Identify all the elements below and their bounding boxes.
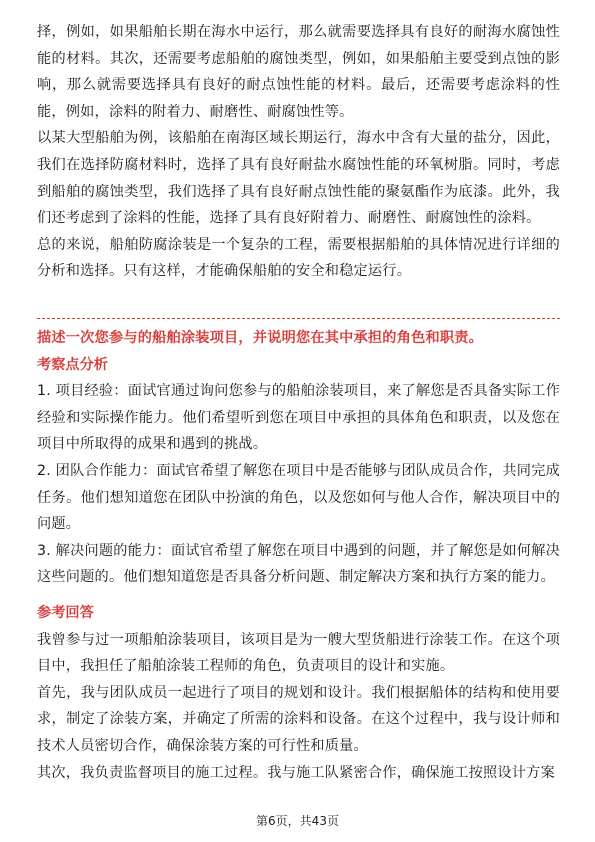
analysis-item: 2. 团队合作能力：面试官希望了解您在项目中是否能够与团队成员合作，共同完成任务。他们想知道您在团队中扮演的角色，以及您如何与他人合作，解决项目中的问题。: [37, 462, 560, 533]
question-heading: 描述一次您参与的船舶涂装项目，并说明您在其中承担的角色和职责。: [37, 330, 484, 346]
intro-paragraph: 总的来说，船舶防腐涂装是一个复杂的工程，需要根据船舶的具体情况进行详细的分析和选择。只有这样，才能确保船舶的安全和稳定运行。: [37, 236, 560, 280]
answer-paragraph: 其次，我负责监督项目的施工过程。我与施工队紧密合作，确保施工按照设计方案: [37, 764, 555, 781]
analysis-item: 3. 解决问题的能力：面试官希望了解您在项目中遇到的问题，并了解您是如何解决这些问题的。他们想知道您是否具备分析问题、制定解决方案和执行方案的能力。: [37, 542, 560, 586]
section-divider: [37, 318, 560, 319]
page-footer: 第6页，共43页: [256, 814, 339, 828]
question-section: [37, 325, 560, 786]
answer-paragraph: 首先，我与团队成员一起进行了项目的规划和设计。我们根据船体的结构和使用要求，制定了涂装方案，并确定了所需的涂料和设备。在这个过程中，我与设计师和技术人员密切合作，确保涂装方案的可行性和质量。: [37, 684, 560, 754]
analysis-item: 1. 项目经验：面试官通过询问您参与的船舶涂装项目，来了解您是否具备实际工作经验和实际操作能力。他们希望听到您在项目中承担的具体角色和职责，以及您在项目中所取得的成果和遇到的挑战。: [37, 383, 560, 453]
answer-title: 参考回答: [37, 604, 94, 621]
analysis-title: 考察点分析: [37, 356, 108, 373]
intro-section: [37, 19, 560, 285]
spacer: [37, 591, 560, 600]
intro-paragraph: 择，例如，如果船舶长期在海水中运行，那么就需要选择具有良好的耐海水腐蚀性能的材料。其次，还需要考虑船舶的腐蚀类型，例如，如果船舶主要受到点蚀的影响，那么就需要选择具有良好的耐点蚀性能的材料。最后，还需要考虑涂料的性能，例如，涂料的附着力、耐磨性、耐腐蚀性等。: [37, 24, 560, 120]
intro-paragraph: 以某大型船舶为例，该船舶在南海区域长期运行，海水中含有大量的盐分，因此，我们在选择防腐材料时，选择了具有良好耐盐水腐蚀性能的环氧树脂。同时，考虑到船舶的腐蚀类型，我们选择了具有良好耐点蚀性能的聚氨酯作为底漆。此外，我们还考虑到了涂料的性能，选择了具有良好附着力、耐磨性、耐腐蚀性的涂料。: [37, 130, 560, 227]
answer-paragraph: 我曾参与过一项船舶涂装项目，该项目是为一艘大型货船进行涂装工作。在这个项目中，我担任了船舶涂装工程师的角色，负责项目的设计和实施。: [37, 631, 560, 675]
